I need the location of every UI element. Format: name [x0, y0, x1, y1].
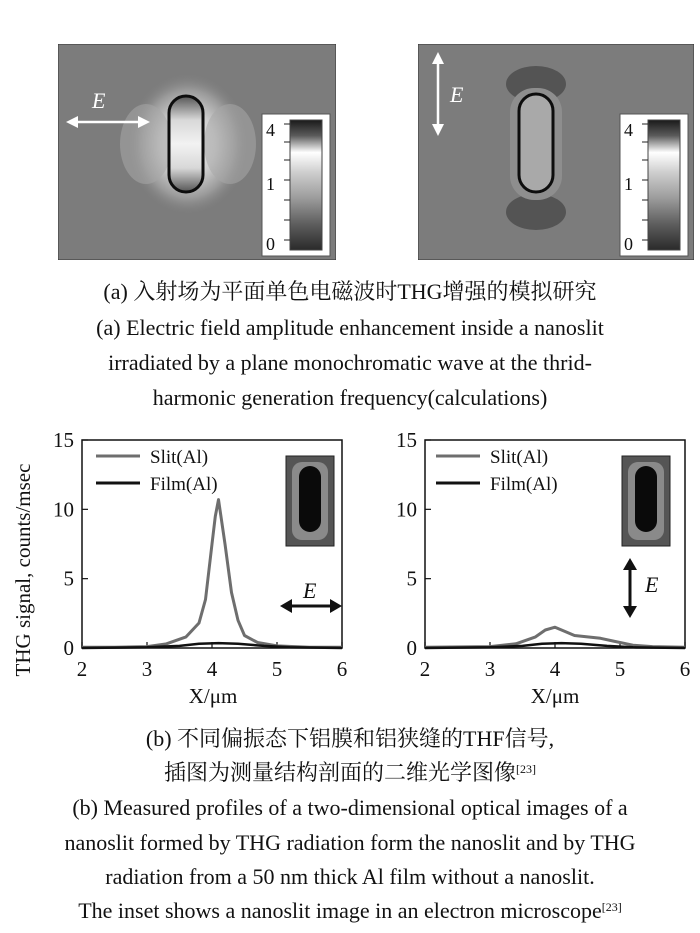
y-tick-label: 0	[63, 636, 74, 660]
caption-b-en-line-1: (b) Measured profiles of a two-dimensional optical images of a	[72, 795, 628, 820]
y-axis-label: THG signal, counts/msec	[11, 463, 35, 677]
caption-b-en-ref: [23]	[601, 900, 622, 914]
caption-b-cn-line-1: (b) 不同偏振态下铝膜和铝狭缝的THF信号,	[145, 726, 555, 751]
caption-a-en-line-2: irradiated by a plane monochromatic wave at the thrid-	[108, 350, 592, 375]
field-label-e: E	[450, 82, 464, 107]
caption-a-en-line-1: (a) Electric field amplitude enhancement inside a nanoslit	[96, 315, 604, 340]
x-tick-label: 5	[271, 657, 283, 681]
y-tick-label: 10	[53, 497, 74, 522]
x-axis-label: X/μm	[530, 684, 580, 708]
x-tick-label: 6	[336, 657, 348, 681]
y-tick-label: 10	[396, 497, 417, 522]
field-label-e: E	[92, 88, 106, 113]
vertical-arrow-icon	[623, 558, 637, 618]
colorbar-tick-4: 4	[624, 120, 633, 140]
colorbar-tick-1: 1	[624, 174, 633, 194]
chart-horizontal-polarization	[53, 428, 347, 708]
caption-b-cn-ref: [23]	[516, 762, 536, 776]
colorbar-tick-0: 0	[266, 234, 275, 254]
field-glow-right	[204, 104, 256, 184]
caption-a-cn: (a) 入射场为平面单色电磁波时THG增强的模拟研究	[103, 279, 597, 304]
thg-line-charts	[0, 420, 700, 720]
x-tick-label: 4	[206, 657, 218, 681]
nanoslit-outline	[519, 94, 553, 192]
colorbar	[648, 120, 680, 250]
legend-label-slit: Slit(Al)	[150, 447, 209, 468]
caption-b-cn-text: 插图为测量结构剖面的二维光学图像	[163, 760, 516, 785]
electron-microscope-inset	[286, 456, 334, 546]
caption-b-en-line-2: nanoslit formed by THG radiation form the nanoslit and by THG	[64, 830, 636, 855]
legend-label-film: Film(Al)	[490, 474, 558, 495]
annotation-e: E	[645, 572, 659, 597]
simulation-map-horizontal	[58, 44, 336, 260]
legend-label-film: Film(Al)	[150, 474, 218, 495]
caption-b-cn-line-2	[0, 756, 700, 790]
x-tick-label: 2	[76, 657, 88, 681]
nanoslit-outline	[169, 96, 203, 192]
caption-b-en-line-4	[0, 894, 700, 928]
annotation-e: E	[303, 578, 317, 603]
y-tick-label: 5	[406, 566, 417, 591]
y-tick-label: 0	[406, 636, 417, 660]
caption-b-en-text: The inset shows a nanoslit image in an electron microscope	[78, 898, 602, 923]
caption-a-en-line-3: harmonic generation frequency(calculations)	[152, 385, 548, 410]
simulation-map-vertical	[418, 44, 694, 260]
electron-microscope-inset	[622, 456, 670, 546]
field-glow-left	[120, 104, 172, 184]
colorbar	[290, 120, 322, 250]
x-tick-label: 5	[614, 657, 626, 681]
x-tick-label: 3	[484, 657, 496, 681]
chart-vertical-polarization	[396, 428, 690, 708]
x-tick-label: 2	[419, 657, 431, 681]
y-tick-label: 15	[396, 428, 417, 452]
legend-label-slit: Slit(Al)	[490, 447, 549, 468]
colorbar-tick-0: 0	[624, 234, 633, 254]
y-tick-label: 5	[63, 566, 74, 591]
x-tick-label: 3	[141, 657, 153, 681]
x-tick-label: 6	[679, 657, 691, 681]
colorbar-tick-4: 4	[266, 120, 275, 140]
x-axis-label: X/μm	[188, 684, 238, 708]
x-tick-label: 4	[549, 657, 561, 681]
y-tick-label: 15	[53, 428, 74, 452]
caption-b-en-line-3: radiation from a 50 nm thick Al film without a nanoslit.	[105, 864, 595, 889]
colorbar-tick-1: 1	[266, 174, 275, 194]
